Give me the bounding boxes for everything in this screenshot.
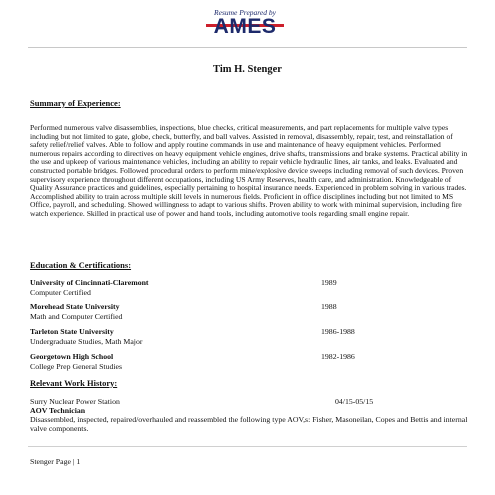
education-detail: College Prep General Studies: [30, 361, 123, 371]
education-dates: 1986-1988: [321, 327, 355, 336]
education-detail: Computer Certified: [30, 287, 91, 297]
education-institution: University of Cincinnati-Claremont: [30, 278, 149, 287]
education-dates: 1982-1986: [321, 352, 355, 361]
page-footer: Stenger Page | 1: [30, 457, 81, 466]
education-dates: 1989: [321, 278, 337, 287]
footer-divider: [28, 446, 467, 447]
education-entry: [30, 302, 470, 321]
education-entry: [30, 278, 470, 297]
ames-logo: [195, 8, 295, 38]
education-entry: [30, 327, 470, 346]
education-institution: Morehead State University: [30, 302, 120, 311]
job-employer: Surry Nuclear Power Station: [30, 397, 120, 406]
job-entry: [30, 397, 470, 433]
summary-heading: Summary of Experience:: [30, 98, 121, 108]
work-history-heading: Relevant Work History:: [30, 378, 118, 388]
education-entry: [30, 352, 470, 371]
job-description: Disassembled, inspected, repaired/overhauled and reassembled the following type AOV,s: Fisher, Masoneilan, Copes and Bettis and internal valve components.: [30, 415, 468, 433]
logo-brand: [214, 17, 277, 37]
education-institution: Georgetown High School: [30, 352, 114, 361]
candidate-name: Tim H. Stenger: [213, 64, 282, 75]
logo-brand-text: AMES: [213, 15, 277, 38]
summary-text: Performed numerous valve disassemblies, inspections, blue checks, critical measurements, and part replacements for multiple valve types including but not limited to gate, globe, check, butterfly, and ball valves. Assisted in removal, disassembly, repair, test, and reinstallation of safety relief/relief valves. Able to follow and apply routine commands in use and maintenance of heavy equipment vehicles. Performed numerous repairs according to directives on heavy equipment vehicle engines, drive shafts, transmissions and brake systems. Practical ability in the use and upkeep of various maintenance vehicles, including an ability to repair vehicle hydraulic lines, air tanks, and leaks. Evaluated and constructed portable bridges. Followed procedural orders to perform mine/explosive device sweeps including removal of such devices. Proven supervisory experience throughout different occupations, including US Army Reserves, health care, and administration. Knowledgeable of Quality Assurance practices and guidelines, especially pertaining to hospital insurance needs. Experienced in problem solving in various trades. Accomplished ability to train across multiple skill levels in numerous fields. Proficient in office disciplines including but not limited to MS Office, payroll, and scheduling. Showed willingness to adapt to various shifts. Proven ability to work with minimal supervision, including fire watch experience. Skilled in practical use of power and hand tools, including automotive tools regarding small engine repair.: [30, 123, 468, 218]
education-dates: 1988: [321, 302, 337, 311]
logo-tagline: Resume Prepared by: [214, 8, 276, 17]
education-institution: Tarleton State University: [30, 327, 114, 336]
education-detail: Undergraduate Studies, Math Major: [30, 336, 143, 346]
header-divider: [28, 47, 467, 48]
education-heading: Education & Certifications:: [30, 260, 132, 270]
job-title: AOV Technician: [30, 406, 86, 415]
job-dates: 04/15-05/15: [335, 397, 374, 406]
education-detail: Math and Computer Certified: [30, 311, 123, 321]
